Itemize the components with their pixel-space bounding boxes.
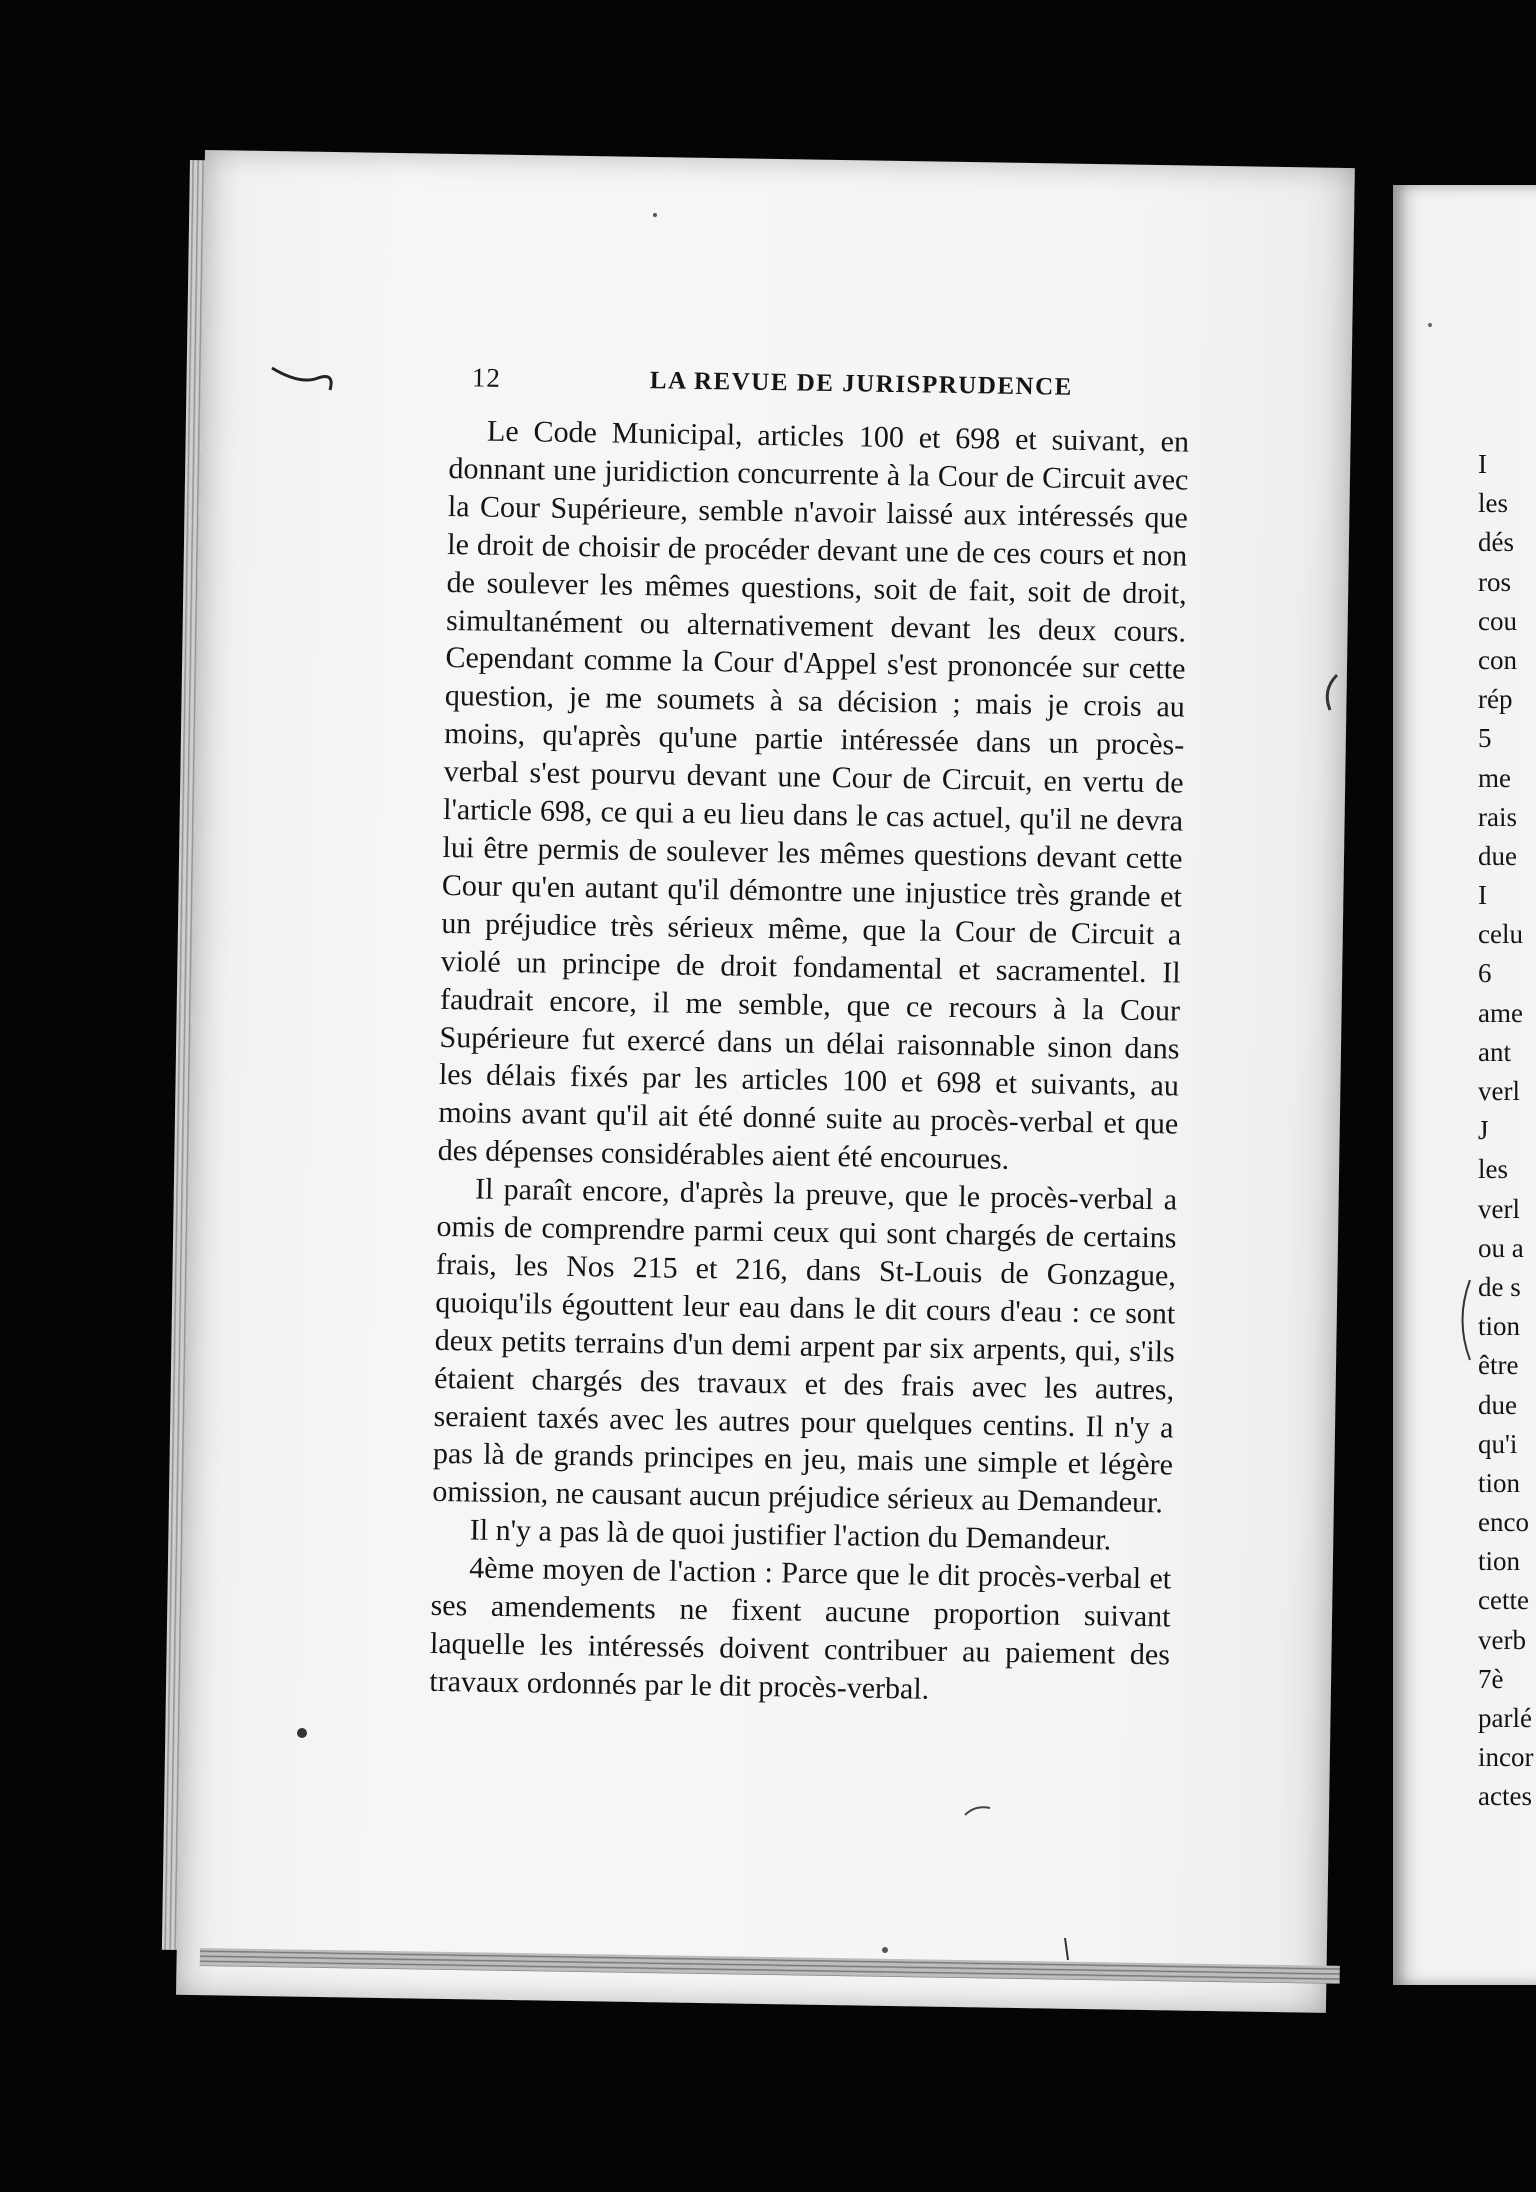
journal-title: LA REVUE DE JURISPRUDENCE: [649, 367, 1074, 401]
paragraph: Il n'y a pas là de quoi justifier l'action du Demandeur.: [469, 1513, 1112, 1557]
facing-page-text: [1478, 445, 1536, 1817]
facing-line: enco: [1478, 1507, 1529, 1538]
facing-line: ros: [1478, 566, 1511, 597]
body-text: [429, 412, 1189, 1712]
facing-line: verl: [1478, 1076, 1520, 1106]
facing-line: verl: [1478, 1193, 1520, 1224]
facing-line: les: [1478, 488, 1508, 519]
paragraph: Il paraît encore, d'après la preuve, que le procès-verbal a omis de comprendre parmi ceux qui sont chargés de certains frais, les Nos 215 et 216, dans St-Louis de Gonzague, quoiqu'ils égouttent leur eau dans le dit cours d'eau : ce sont deux petits terrains d'un demi arpent par six arpents, qui, s'ils étaient chargés des travaux et des frais avec les autres, seraient taxés avec les autres pour quelques centins. Il n'y a pas là de grands principes en jeu, mais une simple et légère omission, ne causant aucun préjudice sérieux au Demandeur.: [432, 1172, 1178, 1520]
facing-line: verb: [1478, 1624, 1526, 1655]
page-text-block: [429, 362, 1210, 1713]
facing-line: J: [1478, 1115, 1489, 1146]
facing-line: ame: [1478, 997, 1523, 1028]
facing-line: 5: [1478, 723, 1492, 754]
facing-line: I: [1478, 449, 1487, 479]
facing-line: I: [1478, 880, 1487, 911]
facing-line: tion: [1478, 1311, 1521, 1342]
facing-line: 7è: [1478, 1663, 1504, 1694]
facing-line: de s: [1478, 1271, 1521, 1302]
facing-line: qu'i: [1478, 1428, 1518, 1459]
facing-line: parlé: [1478, 1703, 1532, 1733]
paragraph: Le Code Municipal, articles 100 et 698 et suivant, en donnant une juridiction concurrente à la Cour de Circuit avec la Cour Supérieure, semble n'avoir laissé aux intéressés que le droit de choisir de procéder devant une de ces cours et non de soulever les mêmes questions, soit de fait, soit de droit, simultanément ou alternativement devant les deux cours. Cependant comme la Cour d'Appel s'est prononcée sur cette question, je me soumets à sa décision ; mais je crois au moins, qu'après qu'une partie intéressée dans un procès-verbal s'est pourvu devant une Cour de Circuit, en vertu de l'article 698, ce qui a eu lieu dans le cas actuel, qu'il ne devra lui être permis de soulever les mêmes questions devant cette Cour qu'en autant qu'il démontre une injustice très grande et un préjudice très sérieux même, que la Cour de Circuit a violé un principe de droit fondamental et sacramentel. Il faudrait encore, il me semble, que ce recours à la Cour Supérieure fut exercé dans un délai raisonnable sinon dans les délais fixés par les articles 100 et 698 et suivants, au moins avant qu'il ait été donné suite au procès-verbal et que des dépenses considérables aient été encourues.: [437, 414, 1190, 1177]
facing-line: due: [1478, 1389, 1517, 1420]
facing-line: les: [1478, 1154, 1508, 1185]
facing-line: celu: [1478, 919, 1523, 950]
facing-line: 6: [1478, 958, 1492, 989]
facing-line: cette: [1478, 1585, 1529, 1616]
facing-line: ant: [1478, 1036, 1511, 1067]
facing-line: ou a: [1478, 1232, 1524, 1263]
page-number: 12: [471, 362, 502, 393]
facing-line: incor: [1478, 1742, 1534, 1773]
facing-line: actes: [1478, 1781, 1532, 1812]
facing-line: con: [1478, 644, 1517, 675]
facing-line: tion: [1478, 1546, 1521, 1577]
facing-line: dés: [1478, 527, 1514, 558]
facing-line: rép: [1478, 684, 1513, 715]
paragraph: 4ème moyen de l'action : Parce que le dit procès-verbal et ses amendements ne fixent aucune proportion suivant laquelle les intéressés doivent contribuer au paiement des travaux ordonnés par le dit procès-verbal.: [429, 1551, 1172, 1706]
facing-line: rais: [1478, 801, 1517, 832]
facing-line: être: [1478, 1350, 1519, 1381]
facing-line: tion: [1478, 1467, 1521, 1498]
facing-line: me: [1478, 762, 1511, 793]
facing-line: cou: [1478, 605, 1517, 636]
facing-line: due: [1478, 840, 1517, 871]
